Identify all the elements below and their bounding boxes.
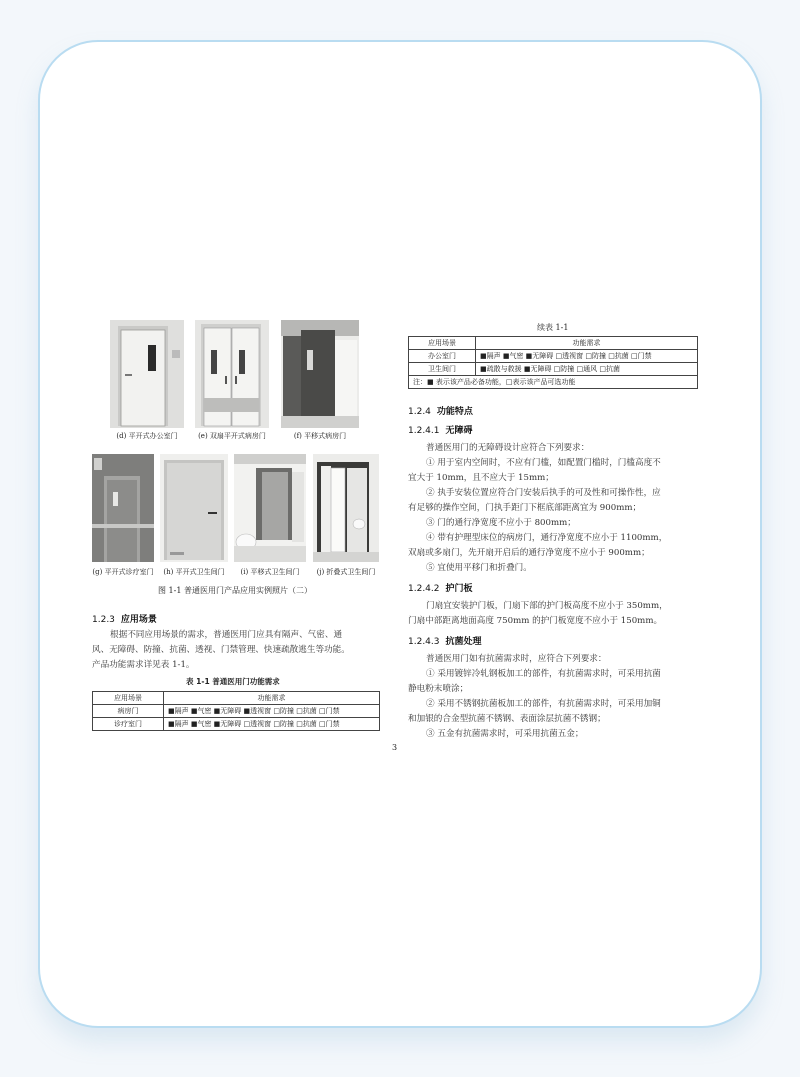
paragraph-line: 门扇宜安装护门板，门扇下部的护门板高度不应小于 350mm， (426, 601, 668, 611)
caption-j: (j) 折叠式卫生间门 (316, 568, 376, 576)
section-title: 无障碍 (445, 426, 473, 436)
paragraph-line: ③ 门的通行净宽度不应小于 800mm； (426, 518, 576, 528)
section-title: 护门板 (445, 584, 473, 594)
table-cell: 办公室门 (409, 350, 476, 363)
section-1242-heading (408, 581, 473, 594)
table-header-row (93, 692, 380, 705)
table-cont-caption: 续表 1-1 (537, 323, 569, 332)
section-title: 功能特点 (436, 407, 473, 417)
paragraph-line: 普通医用门如有抗菌需求时，应符合下列要求： (426, 654, 607, 664)
paragraph-line: ④ 带有护理型床位的病房门，通行净宽度不应小于 1100mm， (426, 533, 668, 543)
table-cell: ■隔声 ■气密 ■无障碍 □透视窗 □防撞 □抗菌 □门禁 (164, 718, 380, 731)
caption-f: (f) 平移式病房门 (293, 432, 347, 440)
photo-clinic-door (92, 454, 154, 562)
paragraph-line: 普通医用门的无障碍设计应符合下列要求： (426, 443, 590, 453)
section-number: 1.2.4.1 (408, 426, 440, 436)
table-header-cell: 应用场景 (93, 692, 164, 705)
function-table (92, 691, 380, 731)
paragraph-line: 静电粉末喷涂； (408, 684, 469, 694)
paragraph-line: ① 采用镀锌冷轧钢板加工的部件，有抗菌需求时，可采用抗菌 (426, 669, 661, 679)
photo-toilet-swing-door (160, 454, 228, 562)
paragraph-line: 门扇中部距离地面高度 750mm 的护门板宽度不应小于 150mm。 (408, 616, 663, 626)
table-row (409, 363, 698, 376)
table-header-row (409, 337, 698, 350)
section-1241-heading (408, 423, 473, 436)
section-title: 抗菌处理 (445, 637, 482, 647)
section-123-heading (92, 612, 157, 625)
section-number: 1.2.4.2 (408, 584, 440, 594)
paragraph-line: 根据不同应用场景的需求，普通医用门应具有隔声、气密、通 (110, 630, 343, 640)
section-number: 1.2.3 (92, 615, 115, 625)
photo-toilet-sliding-door (234, 454, 306, 562)
paragraph-line: 宜大于 10mm，且不应大于 15mm； (408, 473, 554, 483)
section-number: 1.2.4.3 (408, 637, 440, 647)
page-number: 3 (392, 743, 398, 752)
function-table-continued (408, 336, 698, 389)
table-caption: 表 1-1 普通医用门功能需求 (186, 677, 280, 686)
table-row (409, 350, 698, 363)
caption-i: (i) 平移式卫生间门 (240, 568, 300, 576)
photo-toilet-folding-door (313, 454, 379, 562)
paragraph-line: 风、无障碍、防撞、抗菌、透视、门禁管理、快速疏散逃生等功能。 (92, 645, 350, 655)
paragraph-line: 双扇或多扇门，先开扇开启后的通行净宽度不应小于 900mm； (408, 548, 650, 558)
section-1243-heading (408, 634, 482, 647)
table-cell: ■疏散与救援 ■无障碍 □防撞 □通风 □抗菌 (476, 363, 698, 376)
caption-d: (d) 平开式办公室门 (116, 432, 178, 440)
paragraph-line: ⑤ 宜使用平移门和折叠门。 (426, 563, 532, 573)
table-row (93, 718, 380, 731)
photo-sliding-ward-door (281, 320, 359, 428)
photo-double-ward-door (195, 320, 269, 428)
photo-office-door (110, 320, 184, 428)
paragraph-line: ② 采用不锈钢抗菌板加工的部件，有抗菌需求时，可采用加铜 (426, 699, 661, 709)
paragraph-line: ① 用于室内空间时，不应有门槛，如配置门槛时，门槛高度不 (426, 458, 661, 468)
table-note-row (409, 376, 698, 389)
table-cell: 诊疗室门 (93, 718, 164, 731)
caption-g: (g) 平开式诊疗室门 (92, 568, 154, 576)
table-cell: 病房门 (93, 705, 164, 718)
paragraph-line: 和加银的合金型抗菌不锈钢、表面涂层抗菌不锈钢； (408, 714, 606, 724)
caption-h: (h) 平开式卫生间门 (163, 568, 225, 576)
figure-title: 图 1-1 普通医用门产品应用实例照片（二） (158, 586, 312, 595)
table-cell: ■隔声 ■气密 ■无障碍 ■透视窗 □防撞 □抗菌 □门禁 (164, 705, 380, 718)
section-124-heading (408, 404, 473, 417)
table-note: 注：■ 表示该产品必备功能，□表示该产品可选功能 (409, 376, 698, 389)
table-header-cell: 功能需求 (476, 337, 698, 350)
section-number: 1.2.4 (408, 407, 431, 417)
paragraph-line: ② 执手安装位置应符合门安装后执手的可及性和可操作性，应 (426, 488, 661, 498)
table-header-cell: 功能需求 (164, 692, 380, 705)
table-header-cell: 应用场景 (409, 337, 476, 350)
paragraph-line: 有足够的操作空间，门执手距门下框底部距离宜为 900mm； (408, 503, 642, 513)
paragraph-line: 产品功能需求详见表 1-1。 (92, 660, 195, 670)
table-row (93, 705, 380, 718)
table-cell: 卫生间门 (409, 363, 476, 376)
table-cell: ■隔声 ■气密 ■无障碍 □透视窗 □防撞 □抗菌 □门禁 (476, 350, 698, 363)
caption-e: (e) 双扇平开式病房门 (198, 432, 266, 440)
section-title: 应用场景 (120, 615, 157, 625)
paragraph-line: ③ 五金有抗菌需求时，可采用抗菌五金； (426, 729, 584, 739)
